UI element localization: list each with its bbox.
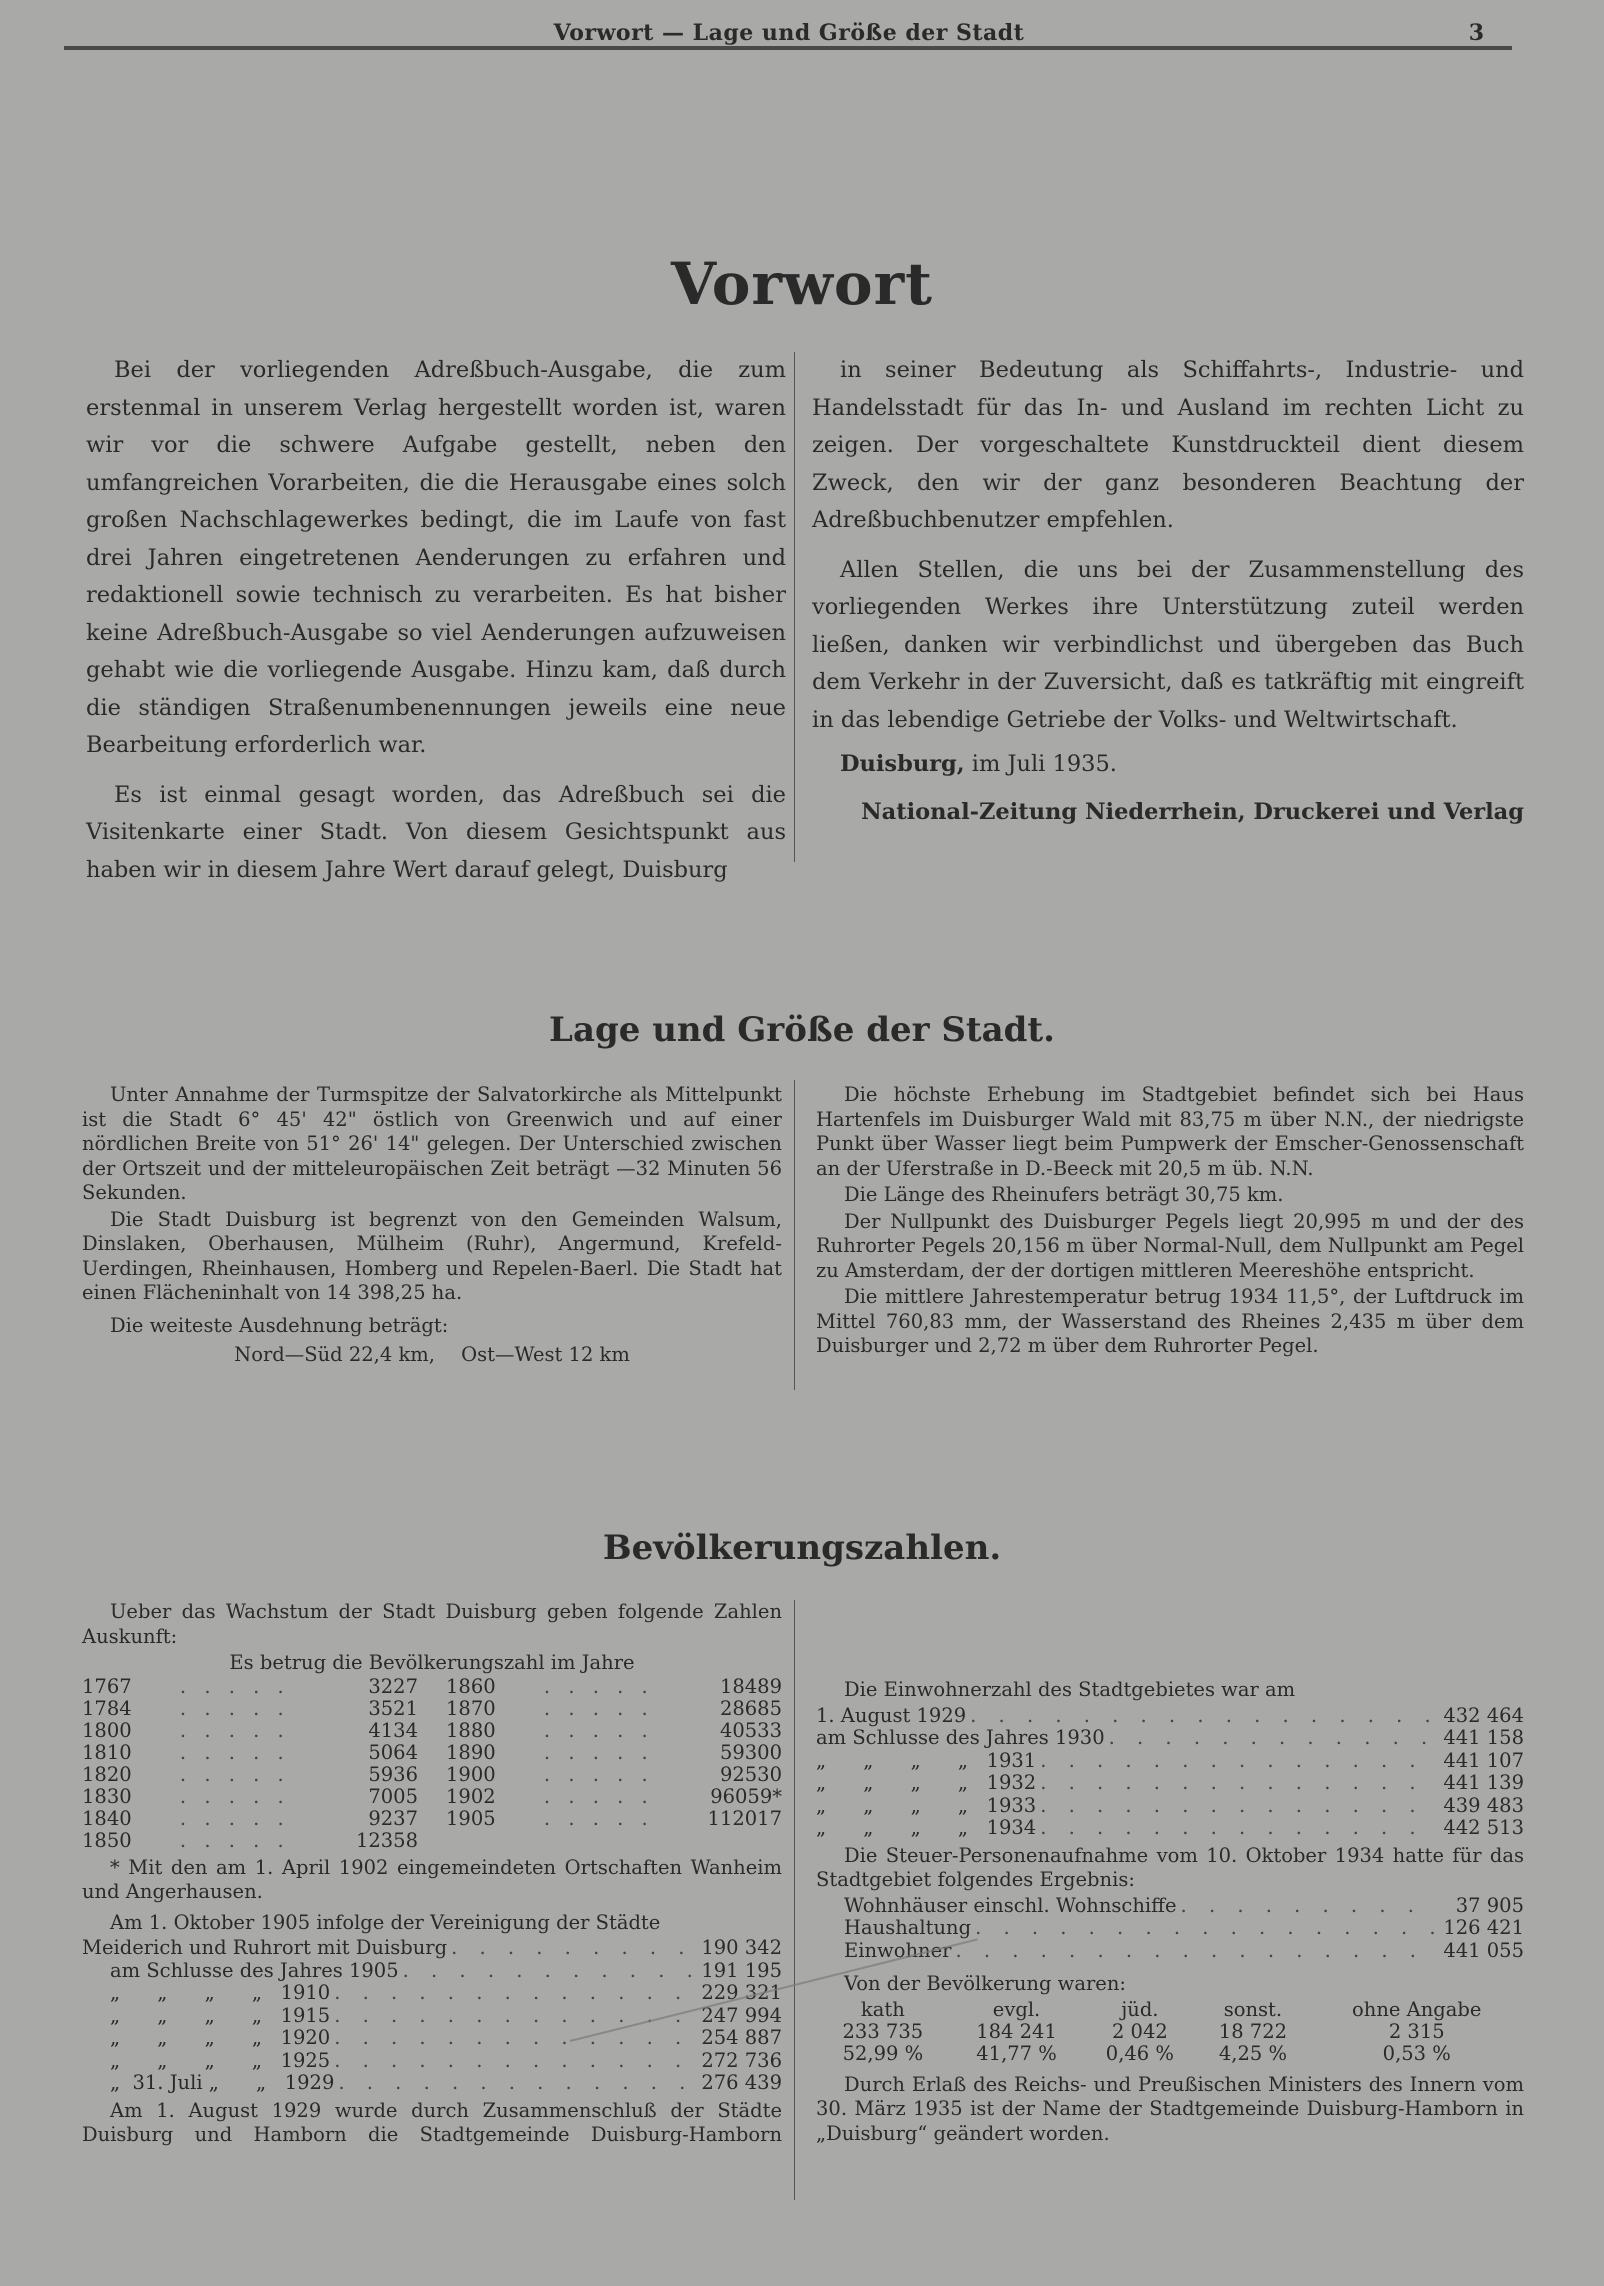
population-value: 5064 <box>368 1740 418 1764</box>
population-table <box>82 1676 782 1852</box>
row-value: 441 158 <box>1443 1726 1524 1749</box>
vorwort-paragraph: Bei der vorliegenden Adreßbuch-Ausgabe, die zum erstenmal in unserem Verlag hergestellt worden ist, waren wir vor die schwere Aufgabe gestellt, neben den umfangreichen Vorarbeiten, die die Herausgabe eines solch großen Nachschlagewerkes bedingt, die im Laufe von fast drei Jahren eingetretenen Aenderungen zu erfahren und redaktionell sowie technisch zu verarbeiten. Es hat bisher keine Adreßbuch-Ausgabe so viel Aenderungen aufzuweisen gehabt wie die vorliegende Ausgabe. Hinzu kam, daß durch die ständigen Straßenumbenennungen jeweils eine neue Bearbeitung erforderlich war. <box>86 357 786 758</box>
bevoelkerung-right-column <box>816 1600 1524 2148</box>
row-value: 272 736 <box>701 2048 782 2072</box>
leader-row <box>82 2050 782 2073</box>
population-row <box>446 1808 782 1830</box>
row-value: 441 107 <box>1443 1748 1524 1772</box>
row-label: „ „ „ „ 1925 <box>110 2048 331 2072</box>
row-value: 254 887 <box>701 2026 782 2049</box>
row-value: 126 421 <box>1443 1916 1524 1939</box>
row-label: „ „ „ „ 1931 <box>816 1748 1037 1772</box>
row-label: Einwohner <box>844 1938 952 1962</box>
population-value: 18489 <box>719 1674 782 1698</box>
leader-dots <box>447 1937 696 1960</box>
leader-row <box>844 1895 1524 1918</box>
leader-row <box>844 1917 1524 1940</box>
population-row <box>82 1786 418 1808</box>
population-row <box>82 1742 418 1764</box>
leader-dots <box>1036 1795 1438 1818</box>
population-footnote: * Mit den am 1. April 1902 eingemeindeten Ortschaften Wanheim und Angerhausen. <box>82 1855 782 1903</box>
leader-dots <box>399 1960 696 1983</box>
row-value: 441 055 <box>1443 1938 1524 1962</box>
row-label: Wohnhäuser einschl. Wohnschiffe <box>844 1893 1177 1917</box>
row-label: am Schlusse des Jahres 1930 <box>816 1726 1105 1749</box>
leader-dots: . . . . . <box>179 1762 290 1786</box>
row-value: 190 342 <box>701 1936 782 1959</box>
vorwort-title: Vorwort <box>671 250 933 318</box>
population-value: 112017 <box>707 1806 782 1830</box>
leader-dots <box>951 1940 1438 1963</box>
religion-count: 2 315 <box>1388 2019 1445 2043</box>
leader-dots: . . . . . <box>179 1696 290 1720</box>
leader-dots: . . . . . <box>543 1674 654 1698</box>
leader-dots: . . . . . <box>179 1784 290 1808</box>
header-rule <box>64 46 1512 50</box>
religion-header: evgl. <box>992 1997 1041 2021</box>
population-row <box>446 1720 782 1742</box>
leader-dots: . . . . . <box>543 1696 654 1720</box>
population-year: 1840 <box>82 1806 132 1830</box>
leader-dots: . . . . . <box>543 1762 654 1786</box>
leader-dots: . . . . . <box>179 1806 290 1830</box>
population-value: 12358 <box>355 1828 418 1852</box>
population-year: 1850 <box>82 1828 132 1852</box>
leader-dots <box>1177 1895 1438 1918</box>
lage-paragraph: Der Nullpunkt des Duisburger Pegels liegt 20,995 m und der des Ruhrorter Pegels 20,156 m über Normal-Null, dem Nullpunkt am Pegel zu Amsterdam, der der dortigen mittleren Meereshöhe entspricht. <box>816 1209 1524 1282</box>
leader-dots: . . . . . <box>179 1718 290 1742</box>
vorwort-paragraph: in seiner Bedeutung als Schiffahrts-, Industrie- und Handelsstadt für das In- und Ausland im rechten Licht zu zeigen. Der vorgeschaltete Kunstdruckteil dient diesem Zweck, den wir der ganz besonderen Beachtung der Adreßbuchbenutzer empfehlen. <box>812 357 1524 533</box>
population-year: 1905 <box>446 1806 496 1830</box>
population-value: 3227 <box>368 1674 418 1698</box>
leader-row <box>816 1750 1524 1773</box>
bevoelkerung-left-column <box>82 1600 782 2149</box>
leader-row <box>82 2005 782 2028</box>
einwohner-intro: Die Einwohnerzahl des Stadtgebietes war am <box>844 1678 1296 1701</box>
leader-row <box>82 1982 782 2005</box>
leader-row <box>816 1795 1524 1818</box>
population-year: 1820 <box>82 1762 132 1786</box>
bevoelkerung-title: Bevölkerungszahlen. <box>602 1528 1002 1568</box>
lage-paragraph: Die Stadt Duisburg ist begrenzt von den Gemeinden Walsum, Dinslaken, Oberhausen, Mülheim (Ruhr), Angermund, Krefeld-Uerdingen, Rheinhausen, Homberg und Repelen-Baerl. Die Stadt hat einen Flächeninhalt von 14 398,25 ha. <box>82 1207 782 1304</box>
population-row <box>446 1742 782 1764</box>
population-value: 5936 <box>368 1762 418 1786</box>
population-year: 1830 <box>82 1784 132 1808</box>
leader-row <box>816 1817 1524 1840</box>
leader-row <box>844 1940 1524 1963</box>
religion-header: kath <box>860 1997 905 2021</box>
population-value: 92530 <box>719 1762 782 1786</box>
page-number: 3 <box>1468 20 1484 46</box>
religion-intro: Von der Bevölkerung waren: <box>844 1972 1126 1995</box>
population-table-caption: Es betrug die Bevölkerungszahl im Jahre <box>229 1651 635 1674</box>
leader-dots <box>1105 1727 1438 1750</box>
population-row <box>446 1676 782 1698</box>
population-row <box>82 1698 418 1720</box>
population-value: 40533 <box>719 1718 782 1742</box>
lage-paragraph: Die mittlere Jahrestemperatur betrug 1934 11,5°, der Luftdruck im Mittel 760,83 mm, der Wasserstand des Rheines 2,435 m über dem Duisburger und 2,72 m über dem Ruhrorter Pegel. <box>816 1285 1524 1357</box>
leader-dots: . . . . . <box>543 1784 654 1808</box>
population-table-left <box>82 1676 418 1852</box>
religion-counts-row <box>816 2021 1524 2043</box>
population-row <box>82 1720 418 1742</box>
leader-dots: . . . . . <box>543 1806 654 1830</box>
lage-title: Lage und Größe der Stadt. <box>549 1010 1055 1050</box>
population-row <box>446 1698 782 1720</box>
population-row <box>82 1830 418 1852</box>
religion-count: 184 241 <box>976 2019 1057 2043</box>
row-label: „ „ „ „ 1933 <box>816 1793 1037 1817</box>
column-divider <box>794 352 795 862</box>
leader-dots <box>330 2027 696 2050</box>
population-year: 1810 <box>82 1740 132 1764</box>
lage-right-column <box>816 1083 1524 1361</box>
population-year: 1784 <box>82 1696 132 1720</box>
leader-dots: . . . . . <box>179 1740 290 1764</box>
leader-row <box>816 1705 1524 1728</box>
extent-east-west: Ost—West 12 km <box>461 1343 630 1366</box>
leader-row <box>82 2027 782 2050</box>
lage-paragraph: Die höchste Erhebung im Stadtgebiet befindet sich bei Haus Hartenfels im Duisburger Wald mit 83,75 m über N.N., der niedrigste Punkt über Wasser liegt beim Pumpwerk der Emscher-Genossenschaft an der Uferstraße in D.-Beeck mit 20,5 m üb. N.N. <box>816 1083 1524 1180</box>
row-label: Meiderich und Ruhrort mit Duisburg <box>82 1936 448 1959</box>
extent-north-south: Nord—Süd 22,4 km, <box>234 1343 435 1366</box>
column-divider <box>794 1080 795 1390</box>
row-value: 441 139 <box>1443 1771 1524 1794</box>
row-label: am Schlusse des Jahres 1905 <box>110 1958 399 1982</box>
population-year: 1860 <box>446 1674 496 1698</box>
population-year: 1890 <box>446 1740 496 1764</box>
signature-publisher: National-Zeitung Niederrhein, Druckerei und Verlag <box>861 799 1524 825</box>
leader-dots <box>334 2072 696 2095</box>
row-value: 432 464 <box>1443 1703 1524 1727</box>
population-table-right <box>446 1676 782 1852</box>
leader-dots <box>1036 1750 1438 1773</box>
bevoelkerung-intro: Ueber das Wachstum der Stadt Duisburg geben folgende Zahlen Auskunft: <box>82 1600 782 1648</box>
religion-percent: 52,99 % <box>842 2041 924 2065</box>
rename-text: Durch Erlaß des Reichs- und Preußischen Ministers des Innern vom 30. März 1935 ist der Name der Stadtgemeinde Duisburg-Hamborn in „Duisburg“ geändert worden. <box>816 2072 1524 2145</box>
religion-header-row <box>816 1999 1524 2021</box>
leader-dots: . . . . . <box>543 1740 654 1764</box>
row-label: 1. August 1929 <box>816 1703 967 1727</box>
leader-dots <box>1036 1772 1438 1795</box>
population-year: 1880 <box>446 1718 496 1742</box>
lage-paragraph: Die weiteste Ausdehnung beträgt: <box>110 1313 449 1337</box>
lage-paragraph: Unter Annahme der Turmspitze der Salvatorkirche als Mittelpunkt ist die Stadt 6° 45' 42" östlich von Greenwich und auf einer nördlichen Breite von 51° 26' 14" gelegen. Der Unterschied zwischen der Ortszeit und der mitteleuropäischen Zeit beträgt —32 Minuten 56 Sekunden. <box>82 1083 782 1204</box>
population-year: 1902 <box>446 1784 496 1808</box>
signature-date <box>840 751 1524 777</box>
signature-place: Duisburg, <box>840 751 965 777</box>
population-year: 1900 <box>446 1762 496 1786</box>
leader-row <box>82 2072 782 2095</box>
religion-percent: 0,53 % <box>1382 2041 1451 2065</box>
population-row <box>82 1676 418 1698</box>
religion-header: ohne Angabe <box>1352 1997 1482 2021</box>
population-value: 7005 <box>368 1784 418 1808</box>
religion-count: 233 735 <box>842 2019 924 2043</box>
population-row <box>82 1764 418 1786</box>
vorwort-paragraph: Es ist einmal gesagt worden, das Adreßbuch sei die Visitenkarte einer Stadt. Von diesem Gesichtspunkt aus haben wir in diesem Jahre Wert darauf gelegt, Duisburg <box>86 781 786 883</box>
column-divider <box>794 1600 795 2200</box>
leader-dots <box>971 1917 1438 1940</box>
row-value: 439 483 <box>1443 1793 1524 1817</box>
population-value: 59300 <box>719 1740 782 1764</box>
religion-count: 2 042 <box>1111 2019 1168 2043</box>
merger-1905-intro: Am 1. Oktober 1905 infolge der Vereinigung der Städte <box>110 1910 661 1934</box>
religion-percents-row <box>816 2043 1524 2065</box>
row-value: 442 513 <box>1443 1816 1524 1839</box>
religion-header: sonst. <box>1223 1997 1283 2021</box>
vorwort-right-column <box>812 352 1524 825</box>
row-value: 247 994 <box>701 2003 782 2027</box>
leader-dots <box>1036 1817 1438 1840</box>
row-label: Haushaltung <box>844 1916 972 1939</box>
steuer-intro: Die Steuer-Personenaufnahme vom 10. Oktober 1934 hatte für das Stadtgebiet folgendes Ergebnis: <box>816 1843 1524 1891</box>
population-year: 1767 <box>82 1674 132 1698</box>
leader-row <box>82 1937 782 1960</box>
leader-row <box>82 1960 782 1983</box>
row-value: 191 195 <box>701 1958 782 1982</box>
running-title: Vorwort — Lage und Größe der Stadt <box>553 20 1025 46</box>
row-label: „ „ „ „ 1915 <box>110 2003 331 2027</box>
population-value: 96059* <box>710 1784 782 1808</box>
row-label: „ „ „ „ 1932 <box>816 1771 1037 1794</box>
population-row <box>82 1808 418 1830</box>
merger-1905-table <box>82 1937 782 2095</box>
leader-dots: . . . . . <box>179 1828 290 1852</box>
row-label: „ „ „ „ 1920 <box>110 2026 331 2049</box>
merger-1929-text: Am 1. August 1929 wurde durch Zusammenschluß der Städte Duisburg und Hamborn die Stadtgemeinde Duisburg-Hamborn <box>82 2098 782 2146</box>
population-year: 1800 <box>82 1718 132 1742</box>
population-value: 28685 <box>719 1696 782 1720</box>
religion-percent: 4,25 % <box>1218 2041 1287 2065</box>
leader-row <box>816 1727 1524 1750</box>
extent-line <box>82 1342 782 1368</box>
population-row <box>446 1764 782 1786</box>
leader-dots <box>330 2050 696 2073</box>
religion-percent: 0,46 % <box>1105 2041 1174 2065</box>
leader-dots <box>330 1982 696 2005</box>
religion-percent: 41,77 % <box>976 2041 1057 2065</box>
population-year: 1870 <box>446 1696 496 1720</box>
population-value: 9237 <box>368 1806 418 1830</box>
leader-dots: . . . . . <box>179 1674 290 1698</box>
row-value: 37 905 <box>1455 1893 1524 1917</box>
population-value: 3521 <box>368 1696 418 1720</box>
einwohner-table <box>816 1705 1524 1840</box>
leader-dots <box>966 1705 1438 1728</box>
vorwort-left-column <box>86 352 786 901</box>
row-label: „ 31. Juli „ „ 1929 <box>110 2071 335 2094</box>
row-value: 229 321 <box>701 1981 782 2004</box>
religion-header: jüd. <box>1121 1997 1159 2021</box>
religion-table <box>816 1999 1524 2065</box>
row-value: 276 439 <box>701 2071 782 2094</box>
population-value: 4134 <box>368 1718 418 1742</box>
row-label: „ „ „ „ 1934 <box>816 1816 1037 1839</box>
leader-dots: . . . . . <box>543 1718 654 1742</box>
lage-paragraph: Die Länge des Rheinufers beträgt 30,75 km. <box>844 1183 1284 1206</box>
row-label: „ „ „ „ 1910 <box>110 1981 331 2004</box>
lage-left-column <box>82 1083 782 1368</box>
vorwort-paragraph: Allen Stellen, die uns bei der Zusammenstellung des vorliegenden Werkes ihre Unterstützung zuteil werden ließen, danken wir verbindlichst und übergeben das Buch dem Verkehr in der Zuversicht, daß es tatkräftig mit eingreift in das lebendige Getriebe der Volks- und Weltwirtschaft. <box>812 556 1524 733</box>
signature-date-text: im Juli 1935. <box>971 751 1117 777</box>
religion-count: 18 722 <box>1218 2019 1288 2043</box>
population-row <box>446 1786 782 1808</box>
leader-row <box>816 1772 1524 1795</box>
